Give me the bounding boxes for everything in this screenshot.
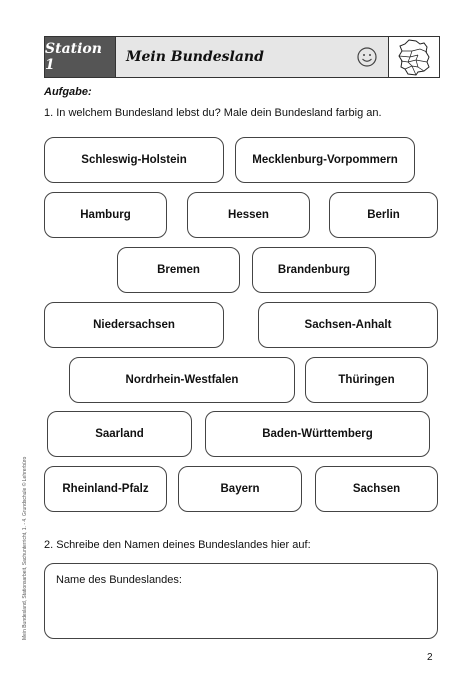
state-nordrhein-westfalen[interactable]: Nordrhein-Westfalen bbox=[69, 357, 295, 403]
state-saarland[interactable]: Saarland bbox=[47, 411, 192, 457]
answer-field[interactable] bbox=[44, 563, 438, 639]
state-hessen[interactable]: Hessen bbox=[187, 192, 310, 238]
station-header bbox=[44, 36, 440, 78]
state-mecklenburg-vorpommern[interactable]: Mecklenburg-Vorpommern bbox=[235, 137, 415, 183]
page-number: 2 bbox=[427, 652, 433, 663]
state-bayern[interactable]: Bayern bbox=[178, 466, 302, 512]
state-brandenburg[interactable]: Brandenburg bbox=[252, 247, 376, 293]
state-berlin[interactable]: Berlin bbox=[329, 192, 438, 238]
state-bremen[interactable]: Bremen bbox=[117, 247, 240, 293]
state-hamburg[interactable]: Hamburg bbox=[44, 192, 167, 238]
germany-map-icon bbox=[394, 38, 434, 76]
smiley-icon bbox=[356, 46, 378, 68]
task-heading: Aufgabe: bbox=[44, 86, 92, 98]
state-baden-wuerttemberg[interactable]: Baden-Württemberg bbox=[205, 411, 430, 457]
page-title: Mein Bundesland bbox=[126, 49, 264, 65]
state-thueringen[interactable]: Thüringen bbox=[305, 357, 428, 403]
state-niedersachsen[interactable]: Niedersachsen bbox=[44, 302, 224, 348]
state-rheinland-pfalz[interactable]: Rheinland-Pfalz bbox=[44, 466, 167, 512]
answer-label: Name des Bundeslandes: bbox=[56, 574, 182, 586]
question-1: 1. In welchem Bundesland lebst du? Male dein Bundesland farbig an. bbox=[44, 107, 382, 119]
state-schleswig-holstein[interactable]: Schleswig-Holstein bbox=[44, 137, 224, 183]
state-sachsen[interactable]: Sachsen bbox=[315, 466, 438, 512]
side-credit: Mein Bundesland, Stationsarbeit, Sachunterricht, 1. - 4. Grundschule © Lehrerbüro bbox=[22, 456, 28, 640]
state-sachsen-anhalt[interactable]: Sachsen-Anhalt bbox=[258, 302, 438, 348]
question-2: 2. Schreibe den Namen deines Bundeslandes hier auf: bbox=[44, 539, 311, 551]
station-label: Station 1 bbox=[45, 37, 116, 77]
